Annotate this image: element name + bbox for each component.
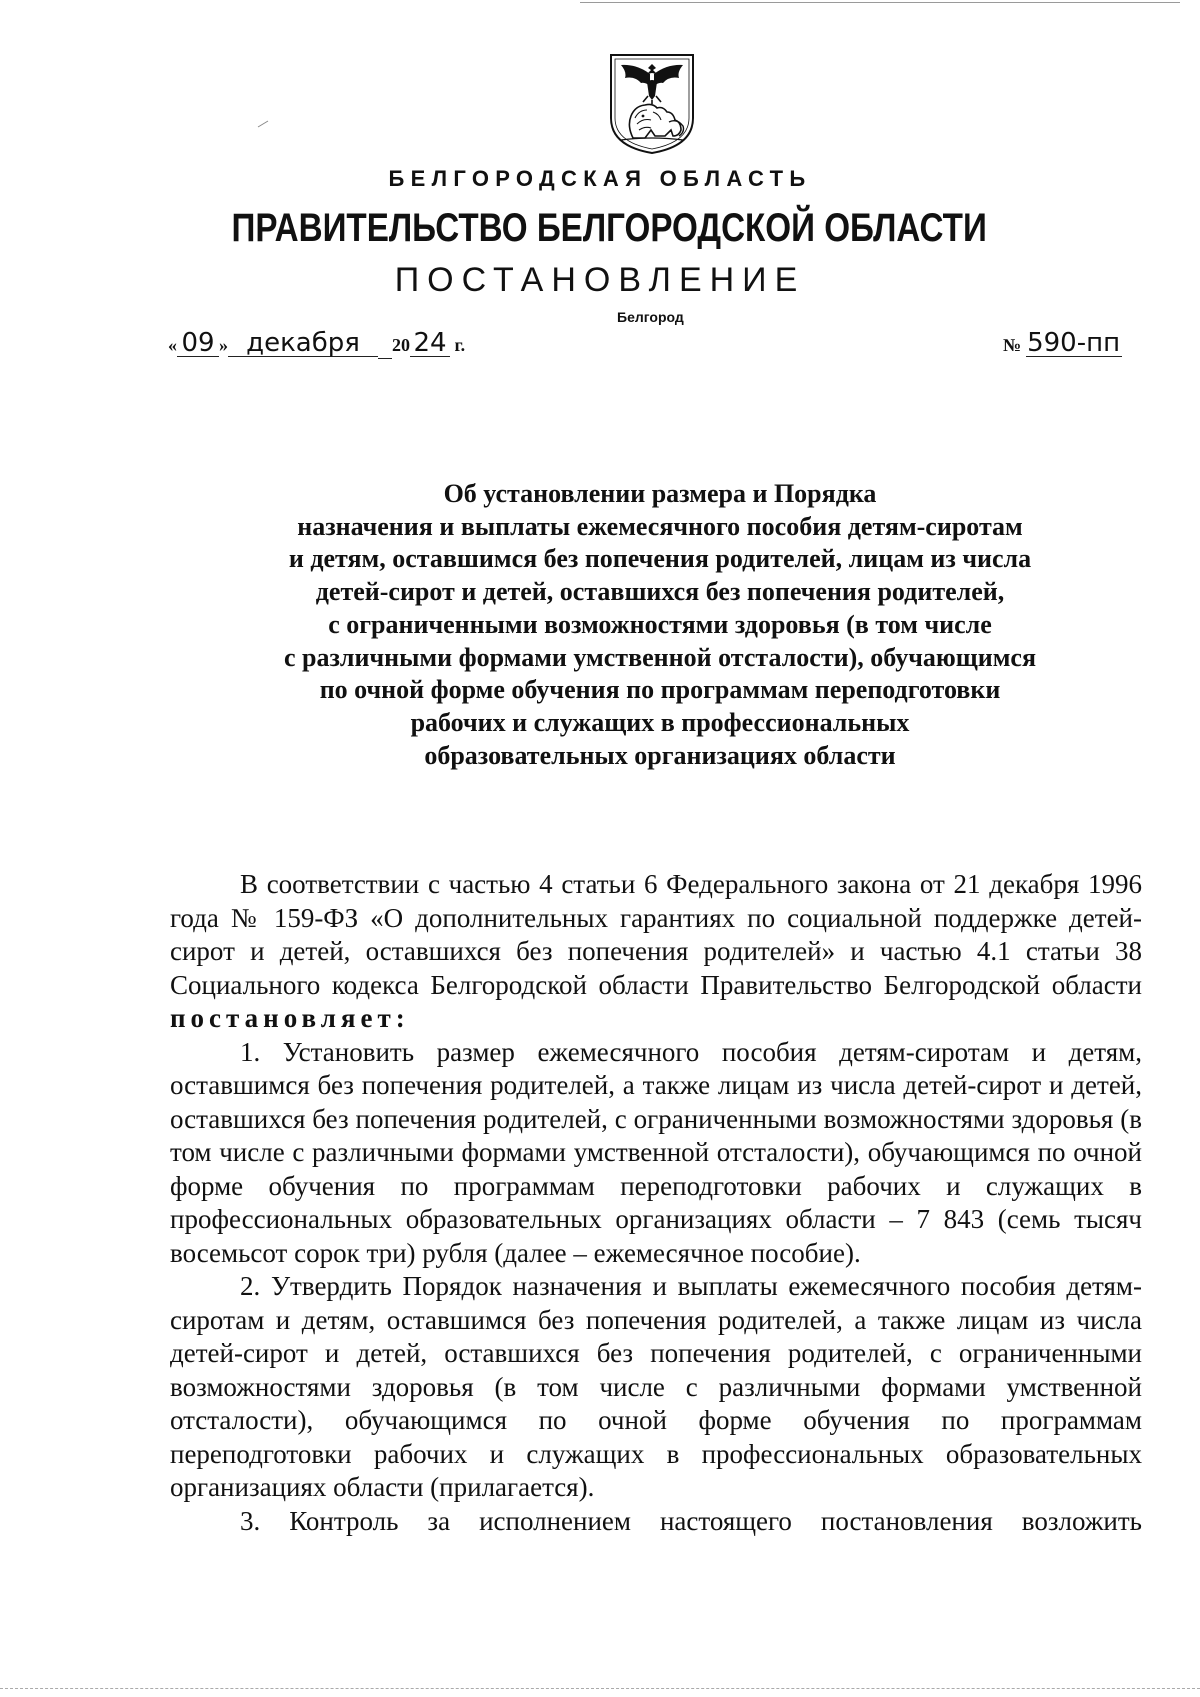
- title-line: рабочих и служащих в профессиональных: [410, 707, 910, 737]
- resolves-word: постановляет:: [170, 1003, 410, 1033]
- title-line: с различными формами умственной отсталости), обучающимся: [283, 642, 1037, 672]
- belgorod-coat-of-arms-icon: [607, 52, 697, 156]
- document-date: [168, 330, 465, 359]
- item-2-paragraph: 2. Утвердить Порядок назначения и выплаты ежемесячного пособия детям-сиротам и детям, оставшимся без попечения родителей, а также лицам из числа детей-сирот и детей, оставшихся без попечения родителей, с ограниченными возможностями здоровья (в том числе с различными формами умственной отсталости), обучающимся по очной форме обучения по программам переподготовки рабочих и служащих в профессиональных образовательных организациях области (прилагается).: [170, 1271, 1142, 1502]
- document-title: [160, 478, 1160, 772]
- item-3-paragraph: 3. Контроль за исполнением настоящего постановления возложить: [240, 1505, 1142, 1536]
- scan-edge-top: [580, 2, 1180, 3]
- title-line: назначения и выплаты ежемесячного пособия детям-сиротам: [297, 511, 1023, 541]
- date-year-prefix: 20: [392, 335, 410, 355]
- pen-mark: [257, 120, 269, 128]
- title-line: и детям, оставшимся без попечения родителей, лицам из числа: [288, 544, 1032, 574]
- government-name: ПРАВИТЕЛЬСТВО БЕЛГОРОДСКОЙ ОБЛАСТИ: [231, 206, 987, 250]
- scan-edge-bottom: [0, 1688, 1200, 1689]
- document-body: [170, 868, 1142, 1538]
- date-close-quote: »: [219, 335, 228, 355]
- date-year-mark: г.: [454, 335, 466, 355]
- title-line: с ограниченными возможностями здоровья (в том числе: [328, 609, 992, 639]
- date-month: декабря: [228, 330, 378, 357]
- document-number: [1003, 330, 1122, 357]
- date-open-quote: «: [168, 335, 177, 355]
- title-line: по очной форме обучения по программам переподготовки: [319, 675, 1001, 705]
- preamble-text: В соответствии с частью 4 статьи 6 Федерального закона от 21 декабря 1996 года № 159-ФЗ «О дополнительных гарантиях по социальной поддержке детей-сирот и детей, оставшихся без попечения родителей» и частью 4.1 статьи 38 Социального кодекса Белгородской области Правительство Белгородской области: [170, 869, 1142, 1000]
- city-name: Белгород: [617, 309, 684, 325]
- number-label: №: [1003, 335, 1022, 355]
- title-line: образовательных организациях области: [424, 740, 896, 770]
- number-value: 590-пп: [1027, 328, 1121, 358]
- title-line: Об установлении размера и Порядка: [443, 479, 877, 508]
- date-year-suffix: 24: [410, 330, 450, 357]
- region-name: БЕЛГОРОДСКАЯ ОБЛАСТЬ: [388, 166, 812, 191]
- date-day: 09: [177, 330, 219, 357]
- item-1-paragraph: 1. Установить размер ежемесячного пособия детям-сиротам и детям, оставшимся без попечения родителей, а также лицам из числа детей-сирот и детей, оставшихся без попечения родителей, с ограниченными возможностями здоровья (в том числе с различными формами умственной отсталости), обучающимся по очной форме обучения по программам переподготовки рабочих и служащих в профессиональных образовательных организациях области – 7 843 (семь тысяч восемьсот сорок три) рубля (далее – ежемесячное пособие).: [170, 1036, 1142, 1268]
- title-line: детей-сирот и детей, оставшихся без попечения родителей,: [315, 577, 1005, 607]
- document-type: ПОСТАНОВЛЕНИЕ: [394, 261, 806, 299]
- preamble-paragraph: [170, 868, 1142, 1036]
